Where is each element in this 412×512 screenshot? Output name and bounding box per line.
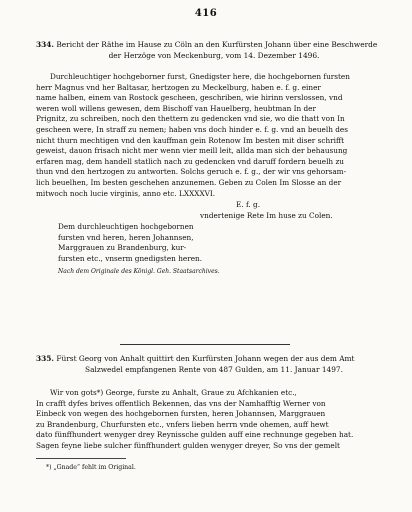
doc335-footnote: *) „Gnade“ fehlt im Original.	[46, 464, 136, 471]
doc334-efg: E. f. g.	[236, 200, 261, 209]
section-divider	[120, 344, 290, 345]
doc334-line: weren woll willens gewesen, dem Bischoff van Hauelberg, heubtman In der	[36, 103, 316, 113]
doc334-source: Nach dem Originale des Königl. Geh. Staatsarchives.	[58, 268, 220, 275]
doc334-line: mitwoch noch lucie virginis, anno etc. LXXXXVI.	[36, 188, 216, 198]
doc335-heading	[36, 354, 392, 375]
doc334-number: 334.	[36, 40, 55, 49]
doc334-heading-line1: Bericht der Räthe im Hause zu Cöln an den Kurfürsten Johann über eine Beschwerde	[56, 40, 378, 49]
doc335-line: Sagen feyne liebe sulcher fünffhundert gulden wenyger dreyer, So vns der gemelt	[36, 440, 340, 450]
doc334-line: thun vnd den hertzogen zu antworten. Solchs geruch e. f. g., der wir vns gehorsam-	[36, 167, 347, 177]
doc334-line: nicht thurn mechtigen vnd den kauffman gein Rotenow Im besten mit diser schrifft	[36, 135, 345, 145]
doc334-line: herr Magnus vnd her Baltasar, hertzogen zu Meckelburg, haben e. f. g. einer	[36, 82, 321, 92]
doc335-heading-line2: Salzwedel empfangenen Rente von 487 Gulden, am 11. Januar 1497.	[85, 364, 343, 374]
doc334-line: lich beuelhen, Im besten geschehen anzunemen. Geben zu Colen Im Slosse an der	[36, 177, 342, 187]
doc335-line: Einbeck von wegen des hochgebornen fursten, heren Johannsen, Marggrauen	[36, 409, 326, 419]
doc334-address	[58, 222, 202, 264]
doc334-line: erfaren mag, dem handell statlich nach zu gedencken vnd daruff fordern beuelh zu	[36, 156, 344, 166]
address-line: Marggrauen zu Brandenburg, kur-	[58, 243, 187, 253]
doc335-body	[36, 388, 398, 452]
doc334-line: gescheen were, In straff zu nemen; haben vns doch hinder e. f. g. vnd an beuelh des	[36, 124, 348, 134]
doc334-line: geweist, dauon frisach nicht mer wenn vier meill leit, allda man sich der behausung	[36, 146, 348, 156]
doc334-heading	[36, 40, 392, 61]
doc334-line: Prignitz, zu schreiben, noch den thettern zu gedencken vnd sie, wo die thatt von In	[36, 114, 345, 124]
doc335-line: Wir von gots*) George, furste zu Anhalt, Graue zu Afchkanien etc.,	[50, 388, 297, 397]
address-line: Dem durchleuchtigen hochgebornen	[58, 222, 194, 231]
doc335-line: dato fünffhundert wenyger drey Reynissche gulden auff eine rechnunge gegeben hat.	[36, 430, 354, 440]
doc335-heading-line1: Fürst Georg von Anhalt quittirt den Kurfürsten Johann wegen der aus dem Amt	[56, 354, 355, 363]
doc335-line: zu Brandenburg, Churfursten etc., vnfers lieben herrn vnde ohemen, auff hewt	[36, 419, 329, 429]
address-line: fursten etc., vnserm gnedigsten heren.	[58, 253, 203, 263]
page-number: 416	[194, 8, 218, 19]
doc334-signers: vndertenige Rete Im huse zu Colen.	[200, 211, 333, 220]
doc334-heading-line2: der Herzöge von Meckenburg, vom 14. Dezember 1496.	[108, 50, 320, 60]
doc334-line: Durchleuchtiger hochgeborner furst, Gnedigster here, die hochgebornen fursten	[50, 72, 350, 81]
doc334-line: name halben, einem van Rostock gescheen, geschriben, wie hirinn verslossen, vnd	[36, 93, 343, 103]
footnote-divider	[36, 458, 126, 459]
address-line: fursten vnd heren, heren Johannsen,	[58, 232, 194, 242]
doc335-line: In crafft dyfes brives offentlich Bekennen, das vns der Namhafftig Werner von	[36, 398, 326, 408]
doc334-body	[36, 72, 398, 199]
doc335-number: 335.	[36, 354, 55, 363]
